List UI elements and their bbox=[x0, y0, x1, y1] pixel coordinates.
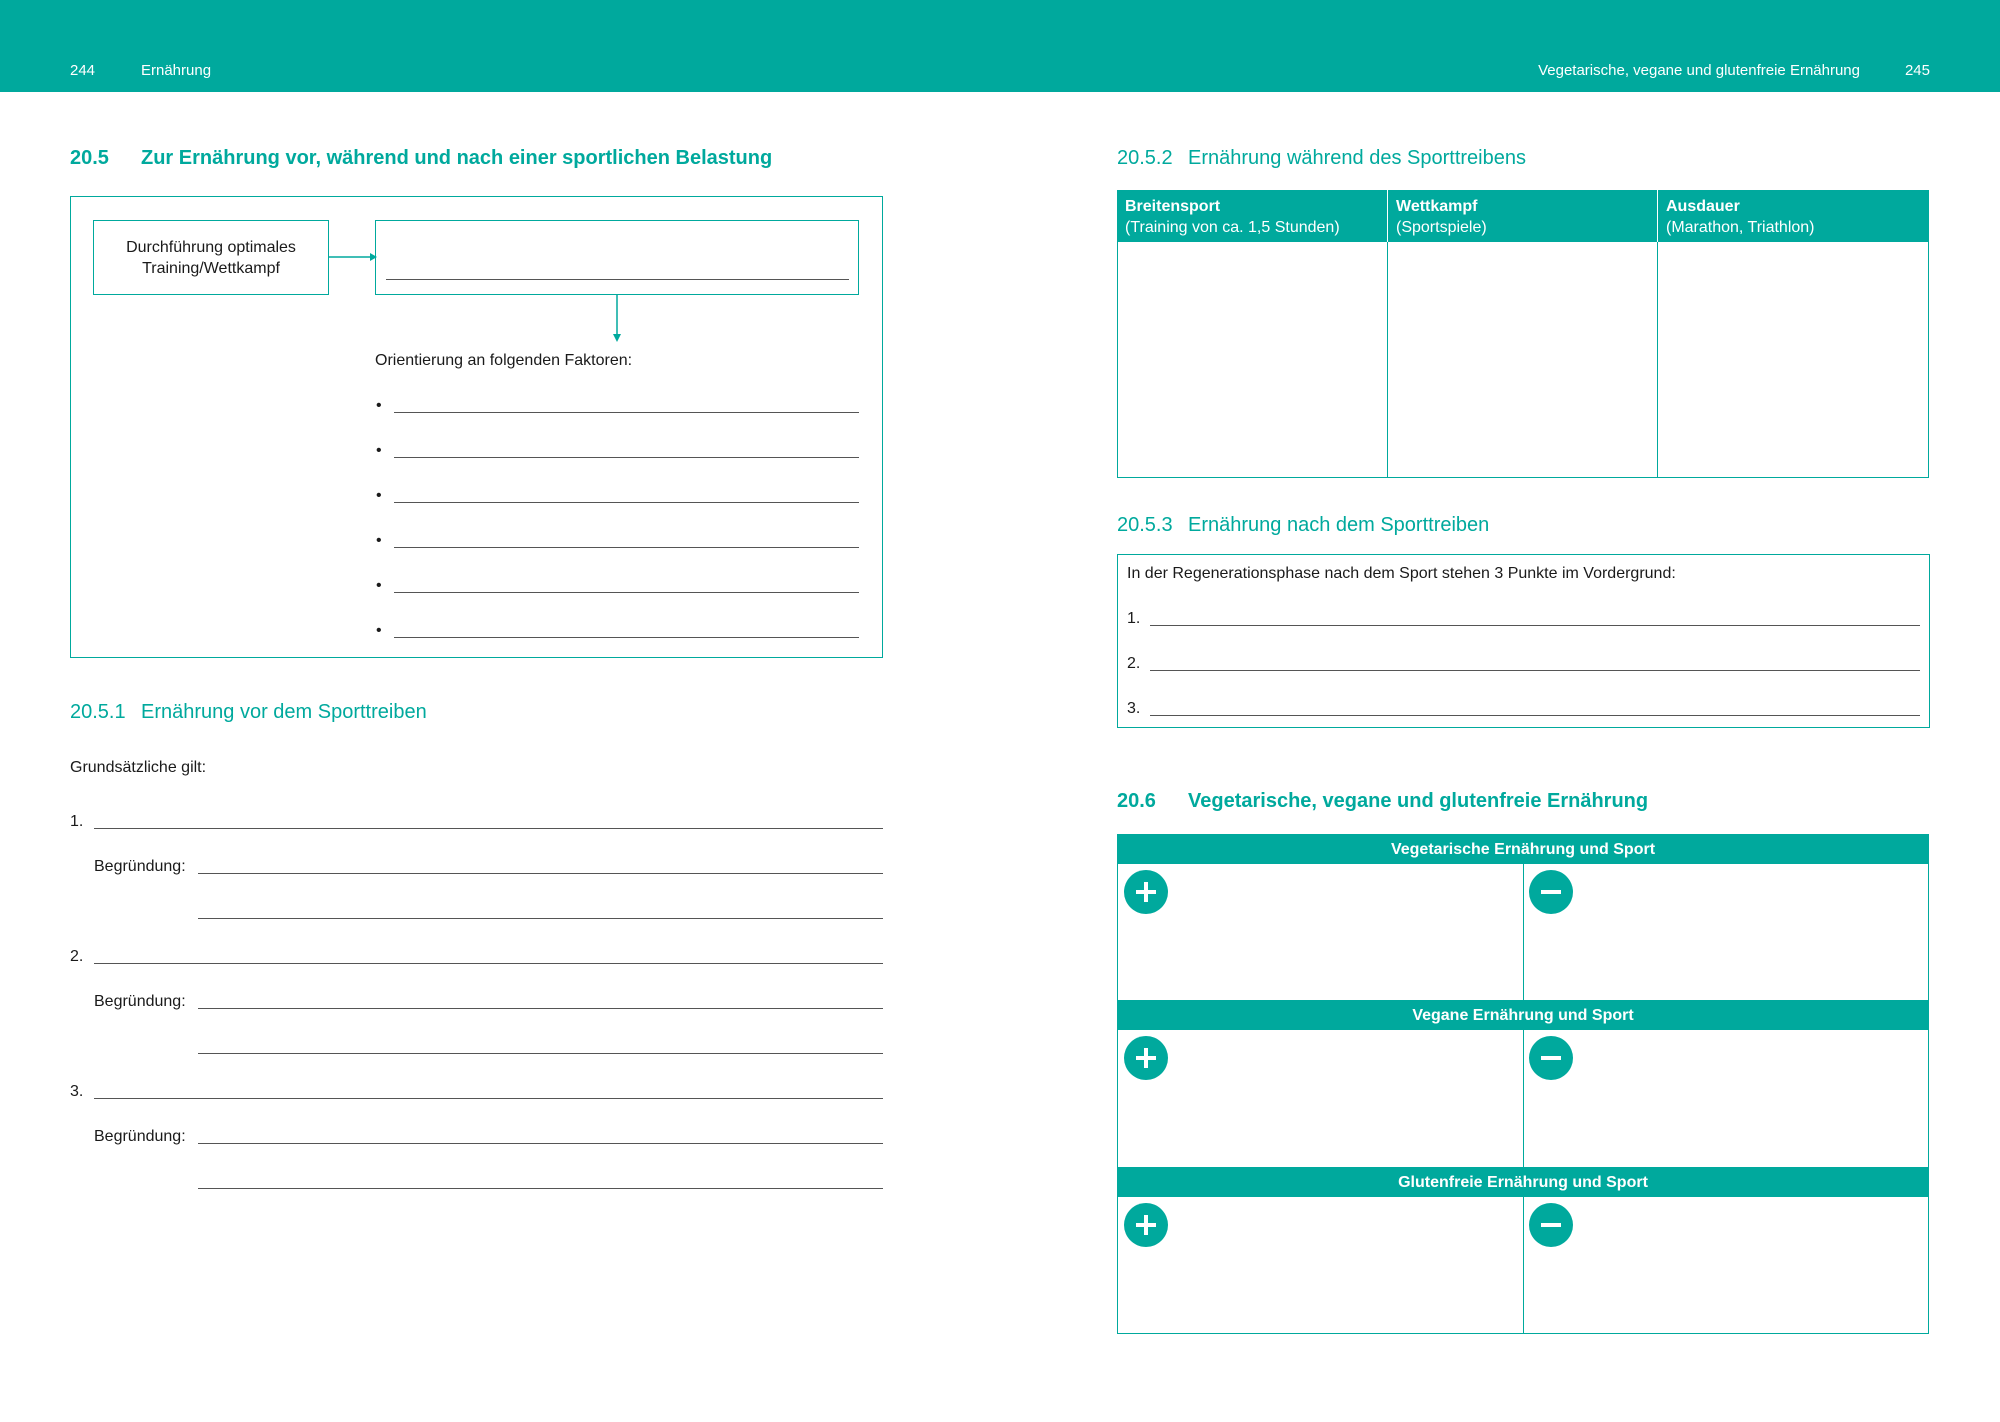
orientation-label: Orientierung an folgenden Faktoren: bbox=[375, 352, 633, 369]
minus-circle-icon bbox=[1529, 1203, 1573, 1247]
training-box bbox=[93, 220, 329, 295]
bullet: • bbox=[376, 622, 382, 639]
table-header-ausdauer bbox=[1658, 190, 1929, 242]
regeneration-number: 2. bbox=[1127, 655, 1141, 672]
reason-label: Begründung: bbox=[94, 993, 186, 1010]
column-title: Wettkampf bbox=[1396, 198, 1478, 215]
factor-line[interactable] bbox=[394, 637, 859, 638]
regeneration-text: In der Regenerationsphase nach dem Sport stehen 3 Punkte im Vordergrund: bbox=[1127, 565, 1676, 582]
left-page-number: 244 bbox=[70, 62, 96, 79]
header-divider bbox=[1657, 190, 1658, 242]
column-divider bbox=[1387, 242, 1388, 478]
regeneration-line[interactable] bbox=[1150, 670, 1920, 671]
answer-line[interactable] bbox=[386, 279, 849, 280]
pros-cons-divider bbox=[1523, 1197, 1524, 1334]
pros-cons-divider bbox=[1523, 864, 1524, 1000]
regeneration-line[interactable] bbox=[1150, 715, 1920, 716]
intro-text: Grundsätzliche gilt: bbox=[70, 759, 207, 776]
section-20-5-2-title: Ernährung während des Sporttreibens bbox=[1188, 147, 1526, 169]
factor-line[interactable] bbox=[394, 502, 859, 503]
right-page-number: 245 bbox=[1904, 62, 1930, 79]
header-divider bbox=[1387, 190, 1388, 242]
vegan-band: Vegane Ernährung und Sport bbox=[1117, 1000, 1929, 1030]
factor-line[interactable] bbox=[394, 547, 859, 548]
training-box-label: Durchführung optimales Training/Wettkampf bbox=[126, 238, 296, 277]
section-20-6-title: Vegetarische, vegane und glutenfreie Ernährung bbox=[1188, 790, 1649, 812]
item-number: 2. bbox=[70, 948, 84, 965]
item-line[interactable] bbox=[94, 963, 883, 964]
glutenfree-band: Glutenfreie Ernährung und Sport bbox=[1117, 1167, 1929, 1197]
item-number: 3. bbox=[70, 1083, 84, 1100]
section-20-5-1-title: Ernährung vor dem Sporttreiben bbox=[141, 701, 427, 723]
regeneration-number: 3. bbox=[1127, 700, 1141, 717]
left-running-title: Ernährung bbox=[141, 62, 212, 79]
factor-line[interactable] bbox=[394, 592, 859, 593]
item-line[interactable] bbox=[94, 828, 883, 829]
reason-line[interactable] bbox=[198, 1053, 883, 1054]
pros-cons-divider bbox=[1523, 1030, 1524, 1167]
column-divider bbox=[1657, 242, 1658, 478]
bullet: • bbox=[376, 442, 382, 459]
reason-label: Begründung: bbox=[94, 858, 186, 875]
answer-box bbox=[375, 220, 859, 295]
column-title: Breitensport bbox=[1125, 198, 1221, 215]
plus-circle-icon bbox=[1124, 1036, 1168, 1080]
column-subtitle: (Marathon, Triathlon) bbox=[1666, 219, 1815, 236]
column-title: Ausdauer bbox=[1666, 198, 1740, 215]
plus-circle-icon bbox=[1124, 870, 1168, 914]
factor-line[interactable] bbox=[394, 412, 859, 413]
section-20-5-title: Zur Ernährung vor, während und nach einer sportlichen Belastung bbox=[141, 147, 773, 169]
column-subtitle: (Training von ca. 1,5 Stunden) bbox=[1125, 219, 1340, 236]
factor-line[interactable] bbox=[394, 457, 859, 458]
right-running-title: Vegetarische, vegane und glutenfreie Ernährung bbox=[1538, 62, 1860, 79]
table-header-breitensport bbox=[1117, 190, 1387, 242]
arrow-down-icon bbox=[610, 294, 624, 344]
bullet: • bbox=[376, 487, 382, 504]
reason-label: Begründung: bbox=[94, 1128, 186, 1145]
reason-line[interactable] bbox=[198, 1188, 883, 1189]
arrow-right-icon bbox=[328, 250, 378, 264]
reason-line[interactable] bbox=[198, 918, 883, 919]
plus-circle-icon bbox=[1124, 1203, 1168, 1247]
reason-line[interactable] bbox=[198, 873, 883, 874]
column-subtitle: (Sportspiele) bbox=[1396, 219, 1487, 236]
table-header-wettkampf bbox=[1388, 190, 1658, 242]
reason-line[interactable] bbox=[198, 1008, 883, 1009]
bullet: • bbox=[376, 397, 382, 414]
bullet: • bbox=[376, 532, 382, 549]
item-number: 1. bbox=[70, 813, 84, 830]
regeneration-number: 1. bbox=[1127, 610, 1141, 627]
minus-circle-icon bbox=[1529, 870, 1573, 914]
section-20-5-2-number: 20.5.2 bbox=[1117, 147, 1173, 169]
section-20-5-3-title: Ernährung nach dem Sporttreiben bbox=[1188, 514, 1490, 536]
section-20-6-number: 20.6 bbox=[1117, 790, 1156, 812]
bullet: • bbox=[376, 577, 382, 594]
reason-line[interactable] bbox=[198, 1143, 883, 1144]
section-20-5-3-number: 20.5.3 bbox=[1117, 514, 1173, 536]
item-line[interactable] bbox=[94, 1098, 883, 1099]
vegetarian-band: Vegetarische Ernährung und Sport bbox=[1117, 834, 1929, 864]
regeneration-line[interactable] bbox=[1150, 625, 1920, 626]
section-20-5-1-number: 20.5.1 bbox=[70, 701, 126, 723]
minus-circle-icon bbox=[1529, 1036, 1573, 1080]
section-20-5-number: 20.5 bbox=[70, 147, 109, 169]
